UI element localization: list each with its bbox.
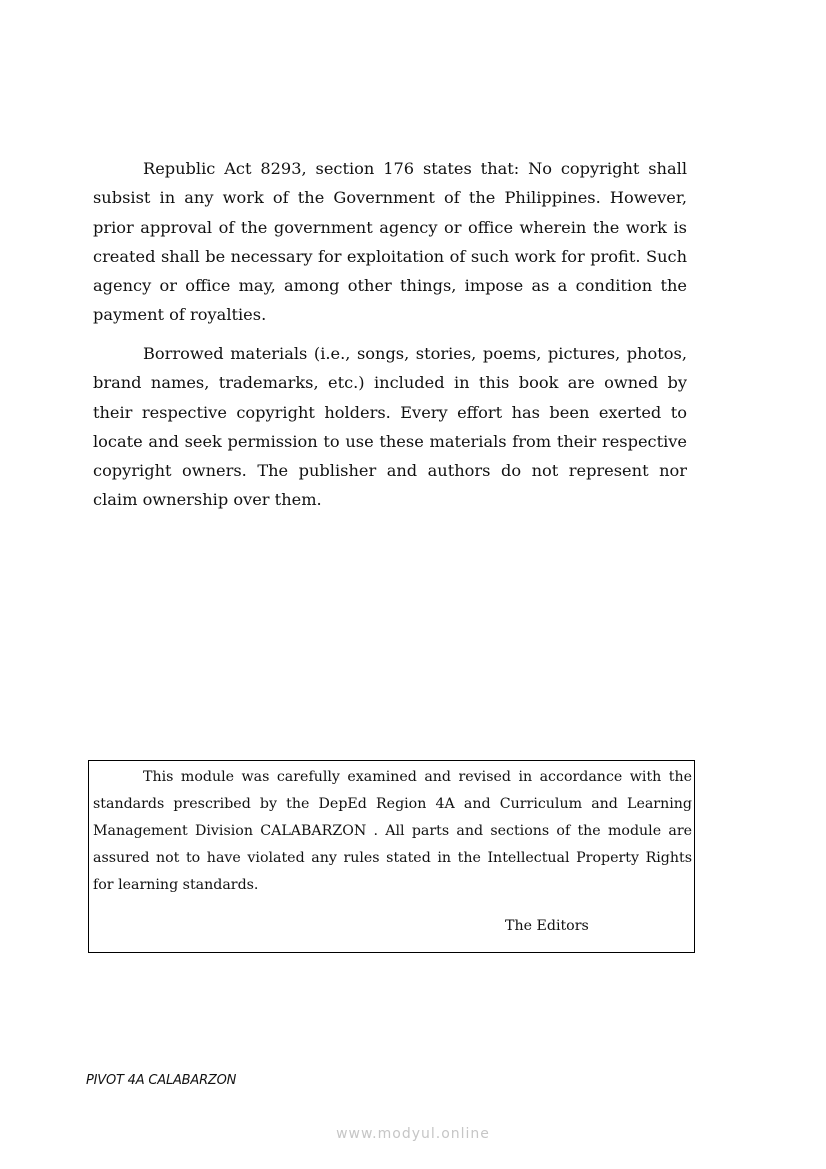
copyright-paragraph-1: Republic Act 8293, section 176 states that: No copyright shall subsist in any work of the Government of the Philippines. However, prior approval of the government agency or office wherein the work is created shall be necessary for exploitation of such work for profit. Such agency or office may, among other things, impose as a condition the payment of royalties. <box>93 159 687 325</box>
review-notice-box <box>88 760 695 953</box>
watermark: www.modyul.online <box>336 1126 490 1142</box>
copyright-paragraph-2: Borrowed materials (i.e., songs, stories, poems, pictures, photos, brand names, trademarks, etc.) included in this book are owned by their respective copyright holders. Every effort has been exerted to locate and seek permission to use these materials from their respective copyright owners. The publisher and authors do not represent nor claim ownership over them. <box>93 344 687 510</box>
editors-signature: The Editors <box>505 918 589 934</box>
review-notice-text: This module was carefully examined and revised in accordance with the standards prescribed by the DepEd Region 4A and Curriculum and Learning Management Division CALABARZON . All parts and sections of the module are assured not to have violated any rules stated in the Intellectual Property Rights for learning standards. <box>93 769 692 893</box>
footer-label: PIVOT 4A CALABARZON <box>86 1073 237 1088</box>
